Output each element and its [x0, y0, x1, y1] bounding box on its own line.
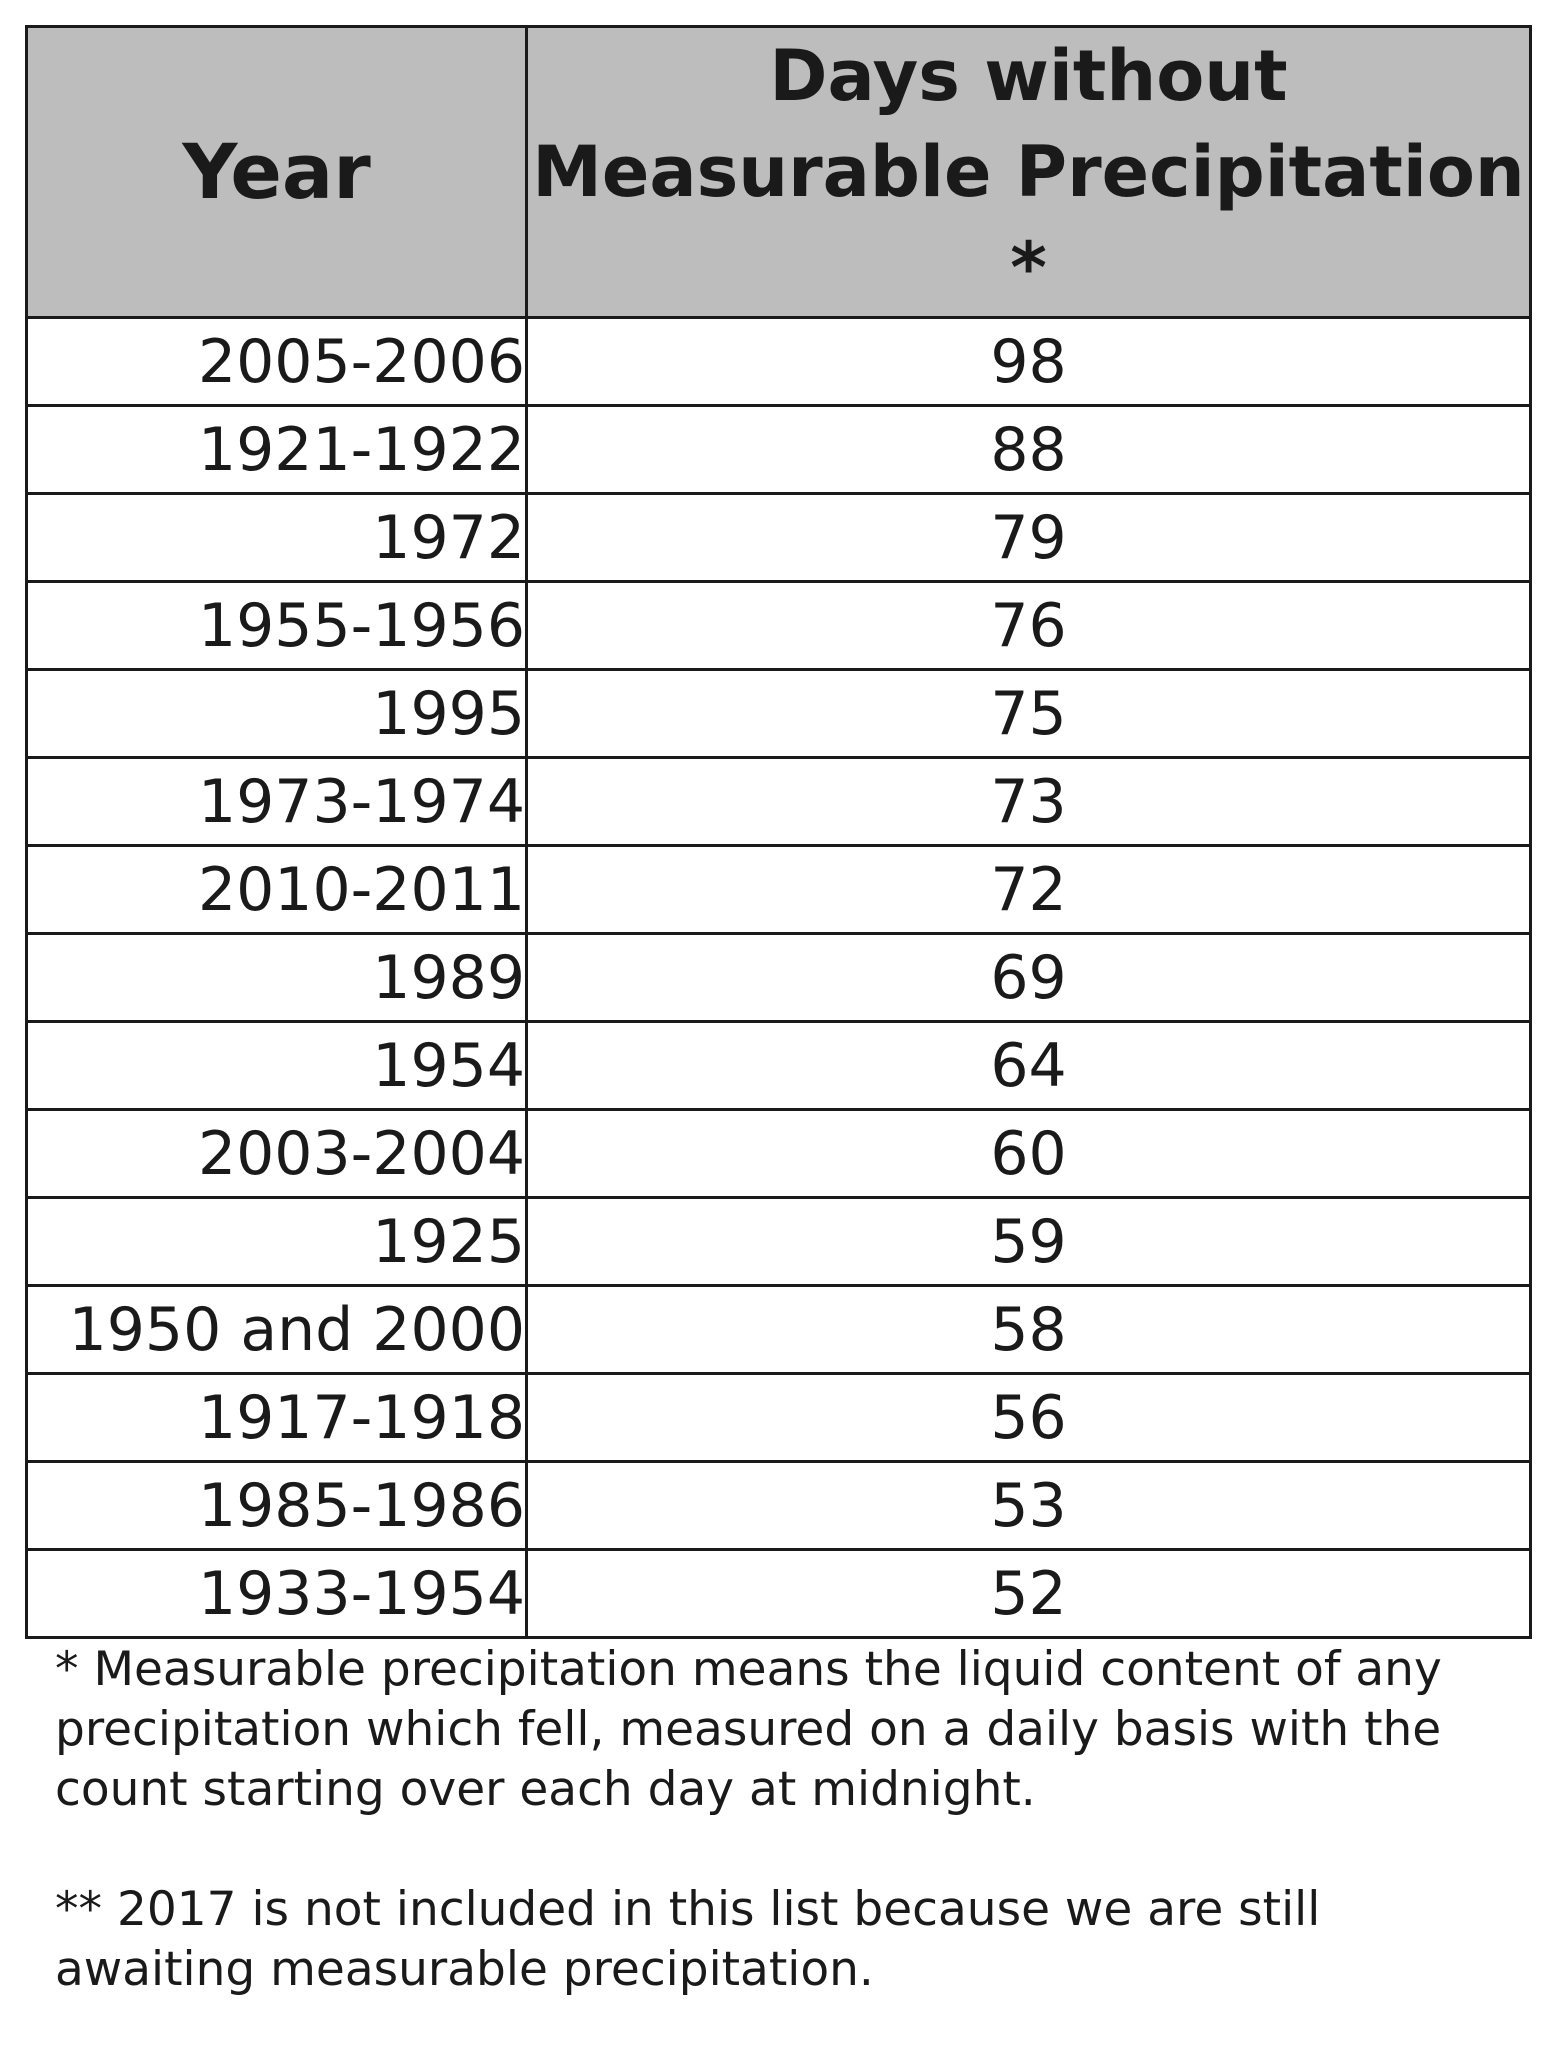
cell-days: 75 [527, 670, 1531, 758]
cell-year: 1989 [27, 934, 527, 1022]
cell-days: 76 [527, 582, 1531, 670]
cell-days: 64 [527, 1022, 1531, 1110]
footnotes [55, 1640, 1525, 2000]
precipitation-table [25, 25, 1532, 1639]
table-row [27, 582, 1531, 670]
table-row [27, 670, 1531, 758]
cell-year: 1973-1974 [27, 758, 527, 846]
table-row [27, 494, 1531, 582]
cell-days: 79 [527, 494, 1531, 582]
cell-days: 60 [527, 1110, 1531, 1198]
table-row [27, 318, 1531, 406]
header-year: Year [27, 27, 527, 318]
table-row [27, 934, 1531, 1022]
cell-days: 72 [527, 846, 1531, 934]
table-row [27, 846, 1531, 934]
cell-year: 2005-2006 [27, 318, 527, 406]
cell-year: 2010-2011 [27, 846, 527, 934]
table-row [27, 406, 1531, 494]
cell-days: 56 [527, 1374, 1531, 1462]
cell-days: 52 [527, 1550, 1531, 1638]
table-row [27, 1462, 1531, 1550]
footnote-2017-exclusion: ** 2017 is not included in this list because we are still awaiting measurable precipitation. [55, 1882, 1321, 1997]
table-row [27, 1374, 1531, 1462]
table-row [27, 1110, 1531, 1198]
cell-days: 88 [527, 406, 1531, 494]
cell-year: 1933-1954 [27, 1550, 527, 1638]
cell-year: 1954 [27, 1022, 527, 1110]
cell-year: 1955-1956 [27, 582, 527, 670]
cell-year: 2003-2004 [27, 1110, 527, 1198]
cell-year: 1925 [27, 1198, 527, 1286]
cell-year: 1950 and 2000 [27, 1286, 527, 1374]
cell-days: 69 [527, 934, 1531, 1022]
cell-days: 59 [527, 1198, 1531, 1286]
table-header [27, 27, 1531, 318]
cell-year: 1985-1986 [27, 1462, 527, 1550]
table-row [27, 758, 1531, 846]
cell-days: 98 [527, 318, 1531, 406]
cell-days: 73 [527, 758, 1531, 846]
header-days-without-precipitation: Days without Measurable Precipitation * [527, 27, 1531, 318]
footnote-measurable-definition: * Measurable precipitation means the liquid content of any precipitation which fell, measured on a daily basis with the count starting over each day at midnight. [55, 1642, 1442, 1817]
cell-year: 1995 [27, 670, 527, 758]
table-row [27, 1198, 1531, 1286]
table-body [27, 318, 1531, 1638]
cell-year: 1921-1922 [27, 406, 527, 494]
cell-year: 1917-1918 [27, 1374, 527, 1462]
header-row [27, 27, 1531, 318]
cell-days: 58 [527, 1286, 1531, 1374]
table-row [27, 1550, 1531, 1638]
table-row [27, 1022, 1531, 1110]
table-row [27, 1286, 1531, 1374]
cell-days: 53 [527, 1462, 1531, 1550]
cell-year: 1972 [27, 494, 527, 582]
